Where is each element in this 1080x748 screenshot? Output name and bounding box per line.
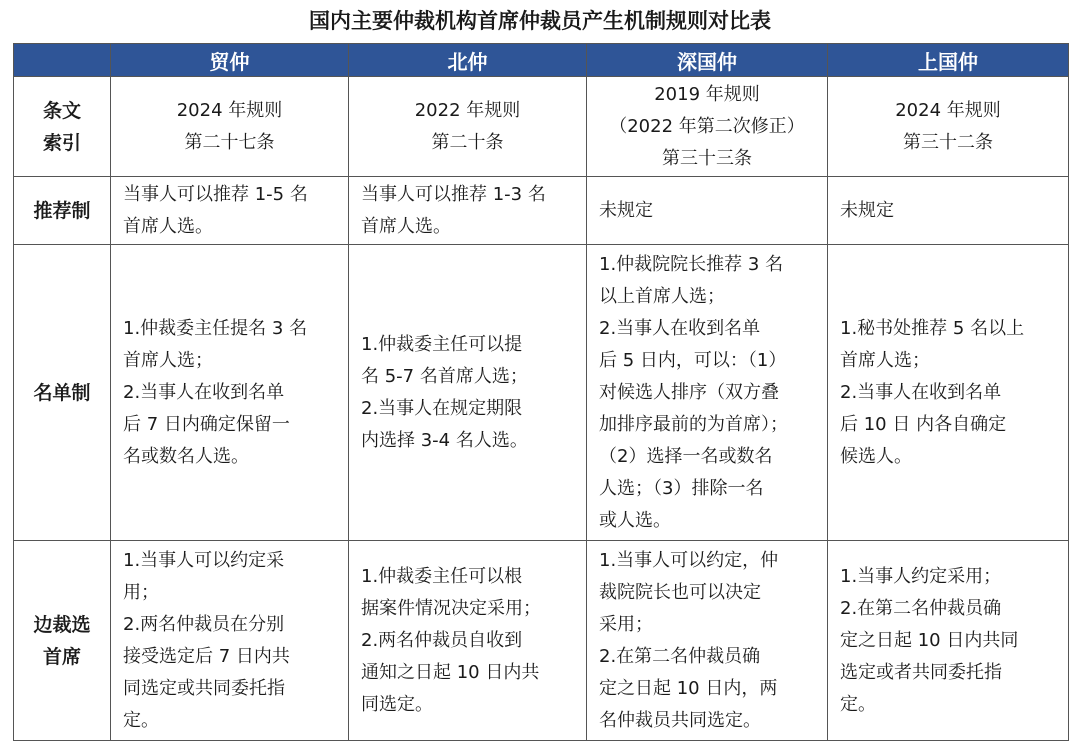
- table-cell: [111, 245, 349, 541]
- corner-cell: [14, 44, 111, 77]
- row-header: [14, 245, 111, 541]
- table-cell: [828, 177, 1069, 245]
- row-header: [14, 177, 111, 245]
- table-cell: [349, 177, 587, 245]
- cell-text-line: 第三十三条: [662, 147, 752, 169]
- row-header-line: 名单制: [33, 381, 91, 404]
- table-cell: [111, 77, 349, 177]
- table-cell: [587, 77, 828, 177]
- cell-text-line: 2.当事人在收到名单: [123, 381, 285, 403]
- cell-text-line: （2）选择一名或数名: [599, 445, 773, 467]
- cell-text-line: 定之日起 10 日内共同: [840, 629, 1019, 651]
- column-header-beizhong: 北仲: [349, 44, 587, 77]
- cell-text-line: 后 5 日内，可以：（1）: [599, 349, 787, 371]
- cell-text-line: 首席人选。: [361, 215, 451, 237]
- table-cell: [111, 177, 349, 245]
- cell-text-line: 人选；（3）排除一名: [599, 477, 764, 499]
- cell-text-line: 2024 年规则: [176, 99, 283, 121]
- table-cell: [587, 541, 828, 741]
- cell-text-line: 未规定: [840, 199, 894, 221]
- cell-text-line: 名 5-7 名首席人选；: [361, 365, 528, 387]
- cell-text-line: 2.在第二名仲裁员确: [840, 597, 1002, 619]
- cell-text-line: 定。: [840, 693, 876, 715]
- cell-text-line: 以上首席人选；: [599, 285, 725, 307]
- table-cell: [349, 245, 587, 541]
- table-cell: [587, 177, 828, 245]
- cell-text-line: 用；: [123, 581, 159, 603]
- cell-text-line: 2022 年规则: [414, 99, 521, 121]
- table-cell: [828, 77, 1069, 177]
- cell-text-line: 首席人选。: [123, 215, 213, 237]
- cell-text-line: 第三十二条: [903, 131, 993, 153]
- cell-text-line: 1.仲裁委主任可以提: [361, 333, 523, 355]
- cell-text-line: 2.当事人在收到名单: [599, 317, 761, 339]
- header-row: [14, 44, 1069, 77]
- cell-text-line: 后 7 日内确定保留一: [123, 413, 290, 435]
- cell-text-line: 2.当事人在规定期限: [361, 397, 523, 419]
- cell-text-line: 后 10 日 内各自确定: [840, 413, 1007, 435]
- cell-text-line: 1.当事人可以约定，仲: [599, 549, 779, 571]
- cell-text-line: 同选定。: [361, 693, 433, 715]
- row-recommendation: [14, 177, 1069, 245]
- cell-text-line: 裁院院长也可以决定: [599, 581, 761, 603]
- row-header-line: 推荐制: [33, 199, 91, 222]
- row-header-line: 索引: [42, 131, 81, 154]
- cell-text-line: 1.仲裁院院长推荐 3 名: [599, 253, 784, 275]
- cell-text-line: 1.当事人约定采用；: [840, 565, 1002, 587]
- column-header-shenguozhong: 深国仲: [587, 44, 828, 77]
- table-cell: [828, 245, 1069, 541]
- row-header-line: 条文: [42, 99, 81, 122]
- cell-text-line: 对候选人排序（双方叠: [599, 381, 779, 403]
- table-cell: [828, 541, 1069, 741]
- column-header-shangguozhong: 上国仲: [828, 44, 1069, 77]
- cell-text-line: 定。: [123, 709, 159, 731]
- cell-text-line: 通知之日起 10 日内共: [361, 661, 540, 683]
- row-list: [14, 245, 1069, 541]
- cell-text-line: 采用；: [599, 613, 653, 635]
- cell-text-line: 同选定或共同委托指: [123, 677, 285, 699]
- cell-text-line: 或人选。: [599, 509, 671, 531]
- table-title: 国内主要仲裁机构首席仲裁员产生机制规则对比表: [309, 9, 771, 33]
- cell-text-line: 候选人。: [840, 445, 912, 467]
- cell-text-line: 当事人可以推荐 1-5 名: [123, 183, 308, 205]
- cell-text-line: 当事人可以推荐 1-3 名: [361, 183, 546, 205]
- cell-text-line: 定之日起 10 日内，两: [599, 677, 778, 699]
- cell-text-line: 第二十七条: [184, 131, 275, 153]
- cell-text-line: 首席人选；: [123, 349, 213, 371]
- comparison-table: [13, 43, 1069, 741]
- cell-text-line: （2022 年第二次修正）: [609, 115, 805, 137]
- column-header-maozhong: 贸仲: [111, 44, 349, 77]
- table-cell: [349, 541, 587, 741]
- cell-text-line: 1.秘书处推荐 5 名以上: [840, 317, 1025, 339]
- row-header: [14, 541, 111, 741]
- cell-text-line: 2.两名仲裁员自收到: [361, 629, 523, 651]
- cell-text-line: 1.仲裁委主任提名 3 名: [123, 317, 308, 339]
- cell-text-line: 1.仲裁委主任可以根: [361, 565, 523, 587]
- row-header-line: 边裁选: [33, 613, 91, 636]
- cell-text-line: 据案件情况决定采用；: [361, 597, 541, 619]
- cell-text-line: 内选择 3-4 名人选。: [361, 429, 528, 451]
- cell-text-line: 2024 年规则: [895, 99, 1001, 121]
- table-cell: [587, 245, 828, 541]
- cell-text-line: 2.在第二名仲裁员确: [599, 645, 761, 667]
- table-cell: [111, 541, 349, 741]
- cell-text-line: 名或数名人选。: [123, 445, 249, 467]
- cell-text-line: 名仲裁员共同选定。: [599, 709, 761, 731]
- row-header: [14, 77, 111, 177]
- cell-text-line: 第二十条: [431, 131, 504, 153]
- cell-text-line: 首席人选；: [840, 349, 930, 371]
- cell-text-line: 接受选定后 7 日内共: [123, 645, 290, 667]
- cell-text-line: 2.当事人在收到名单: [840, 381, 1002, 403]
- table-cell: [349, 77, 587, 177]
- cell-text-line: 2.两名仲裁员在分别: [123, 613, 285, 635]
- cell-text-line: 1.当事人可以约定采: [123, 549, 285, 571]
- row-index: [14, 77, 1069, 177]
- cell-text-line: 2019 年规则: [654, 83, 760, 105]
- row-header-line: 首席: [42, 645, 81, 668]
- row-arbitrator-selection: [14, 541, 1069, 741]
- cell-text-line: 未规定: [599, 199, 653, 221]
- cell-text-line: 选定或者共同委托指: [840, 661, 1002, 683]
- cell-text-line: 加排序最前的为首席）；: [599, 413, 788, 435]
